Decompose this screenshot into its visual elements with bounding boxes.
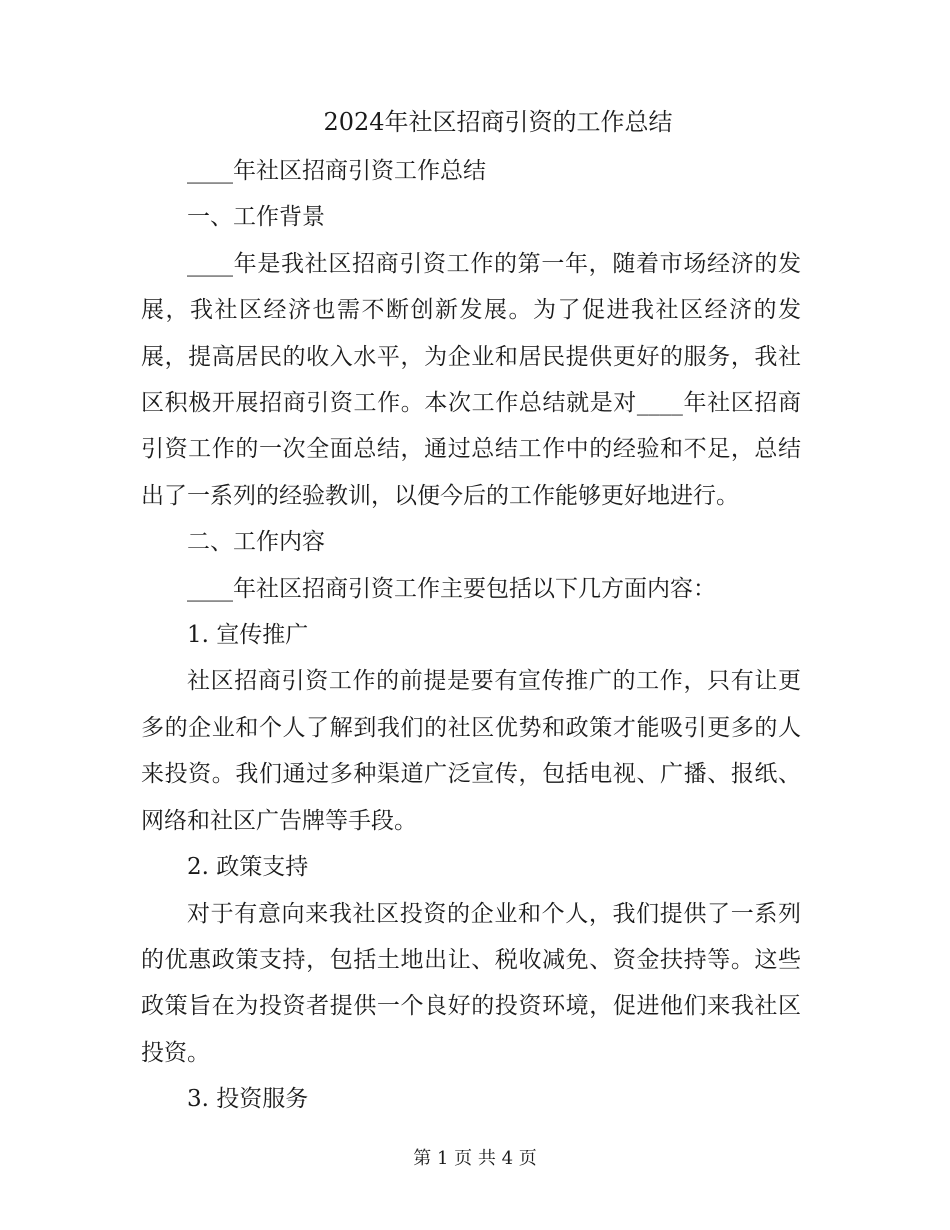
promotion-paragraph: 社区招商引资工作的前提是要有宣传推广的工作，只有让更多的企业和个人了解到我们的社区优势和政策才能吸引更多的人来投资。我们通过多种渠道广泛宣传，包括电视、广播、报纸、网络和社区广告牌等手段。	[141, 668, 801, 834]
subheading-investment-service: 3. 投资服务	[187, 1086, 309, 1113]
section-heading-background: 一、工作背景	[187, 204, 325, 231]
page-number-footer: 第 1 页 共 4 页	[413, 1148, 537, 1169]
subheading-policy: 2. 政策支持	[187, 854, 309, 881]
subtitle-paragraph: ____年社区招商引资工作总结	[187, 158, 486, 184]
content-intro-paragraph: ____年社区招商引资工作主要包括以下几方面内容：	[187, 575, 716, 602]
subheading-promotion: 1. 宣传推广	[187, 622, 309, 649]
document-body	[141, 148, 801, 1123]
section-heading-content: 二、工作内容	[187, 529, 325, 556]
policy-paragraph: 对于有意向来我社区投资的企业和个人，我们提供了一系列的优惠政策支持，包括土地出让、税收减免、资金扶持等。这些政策旨在为投资者提供一个良好的投资环境，促进他们来我社区投资。	[141, 900, 801, 1066]
document-title: 2024年社区招商引资的工作总结	[323, 108, 673, 136]
background-paragraph: ____年是我社区招商引资工作的第一年，随着市场经济的发展，我社区经济也需不断创新发展。为了促进我社区经济的发展，提高居民的收入水平，为企业和居民提供更好的服务，我社区积极开展招商引资工作。本次工作总结就是对____年社区招商引资工作的一次全面总结，通过总结工作中的经验和不足，总结出了一系列的经验教训，以便今后的工作能够更好地进行。	[141, 250, 801, 509]
